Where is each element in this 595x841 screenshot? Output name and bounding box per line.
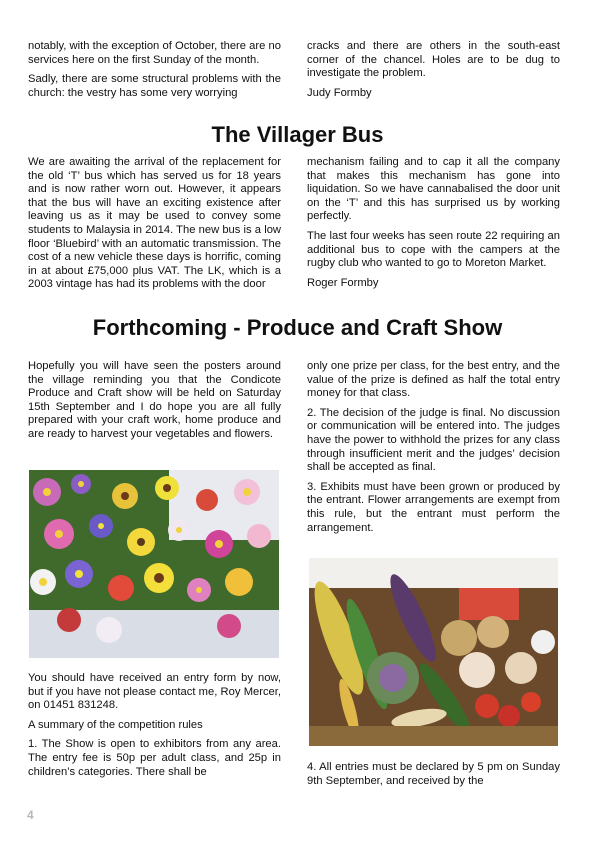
- paragraph: Hopefully you will have seen the posters around the village reminding you that the Condicote Produce and Craft show will be held on Saturday 15th September and I do hope you are all fully prepared with your craft work, home produce and are ready to harvest your vegetables and flowers.: [28, 360, 281, 440]
- show-right-top-column: [307, 360, 560, 535]
- page-number: 4: [27, 808, 34, 822]
- rule-1-continued: only one prize per class, for the best entry, and the value of the prize is defined as half the total entry money for that class.: [307, 360, 560, 400]
- flowers-photo: [29, 470, 279, 658]
- bus-heading: The Villager Bus: [211, 122, 384, 147]
- vegetables-photo: [309, 558, 558, 746]
- signature-roger: Roger Formby: [307, 276, 379, 289]
- rule-1: 1. The Show is open to exhibitors from any area. The entry fee is 50p per adult class, and 25p in children’s categories. There shall be: [28, 738, 281, 778]
- show-left-bottom-column: [28, 672, 281, 779]
- rule-2: 2. The decision of the judge is final. No discussion or communication will be entered into. The judges have the power to withhold the prizes for any class through insufficient merit and the judges’ decision shall be accepted as final.: [307, 406, 560, 474]
- rule-3: 3. Exhibits must have been grown or produced by the entrant. Flower arrangements are exempt from this rule, but the entrant must perform the arrangement.: [307, 480, 560, 534]
- paragraph: Sadly, there are some structural problems with the church: the vestry has some very worrying: [28, 73, 281, 99]
- bus-left-column: [28, 156, 281, 292]
- rules-summary-title: A summary of the competition rules: [28, 718, 203, 731]
- paragraph: cracks and there are others in the south-east corner of the chancel. Holes are to be dug to investigate the problem.: [307, 40, 560, 80]
- signature-judy: Judy Formby: [307, 86, 372, 99]
- bus-right-column: [307, 156, 560, 290]
- show-left-top-column: [28, 360, 281, 442]
- show-heading: Forthcoming - Produce and Craft Show: [92, 315, 503, 340]
- top-right-column: [307, 40, 560, 100]
- rule-4: 4. All entries must be declared by 5 pm on Sunday 9th September, and received by the: [307, 761, 560, 787]
- paragraph: The last four weeks has seen route 22 requiring an additional bus to cope with the campers at the rugby club who wanted to go to Moreton Market.: [307, 229, 560, 270]
- paragraph: notably, with the exception of October, there are no services here on the first Sunday of the month.: [28, 40, 281, 66]
- top-left-column: [28, 40, 281, 100]
- paragraph: We are awaiting the arrival of the replacement for the old ‘T’ bus which has served us for 18 years and is now rather worn out. However, it appears that the bus will have an exciting existence after leaving us as it may be used to convey some students to Malaysia in 2014. The new bus is a low floor ‘Bluebird’ with an automatic transmission. The cost of a new vehicle these days is horrific, coming in at about £75,000 plus VAT. The LK, which is a 2003 vintage has had its problems with the door: [28, 156, 281, 291]
- show-right-bottom-column: [307, 761, 560, 788]
- paragraph: mechanism failing and to cap it all the company that makes this mechanism has gone into liquidation. So we have cannabalised the door unit on the ‘T’ and this has surprised us by working perfectly.: [307, 156, 560, 223]
- paragraph: You should have received an entry form by now, but if you have not please contact me, Roy Mercer, on 01451 831248.: [28, 672, 281, 712]
